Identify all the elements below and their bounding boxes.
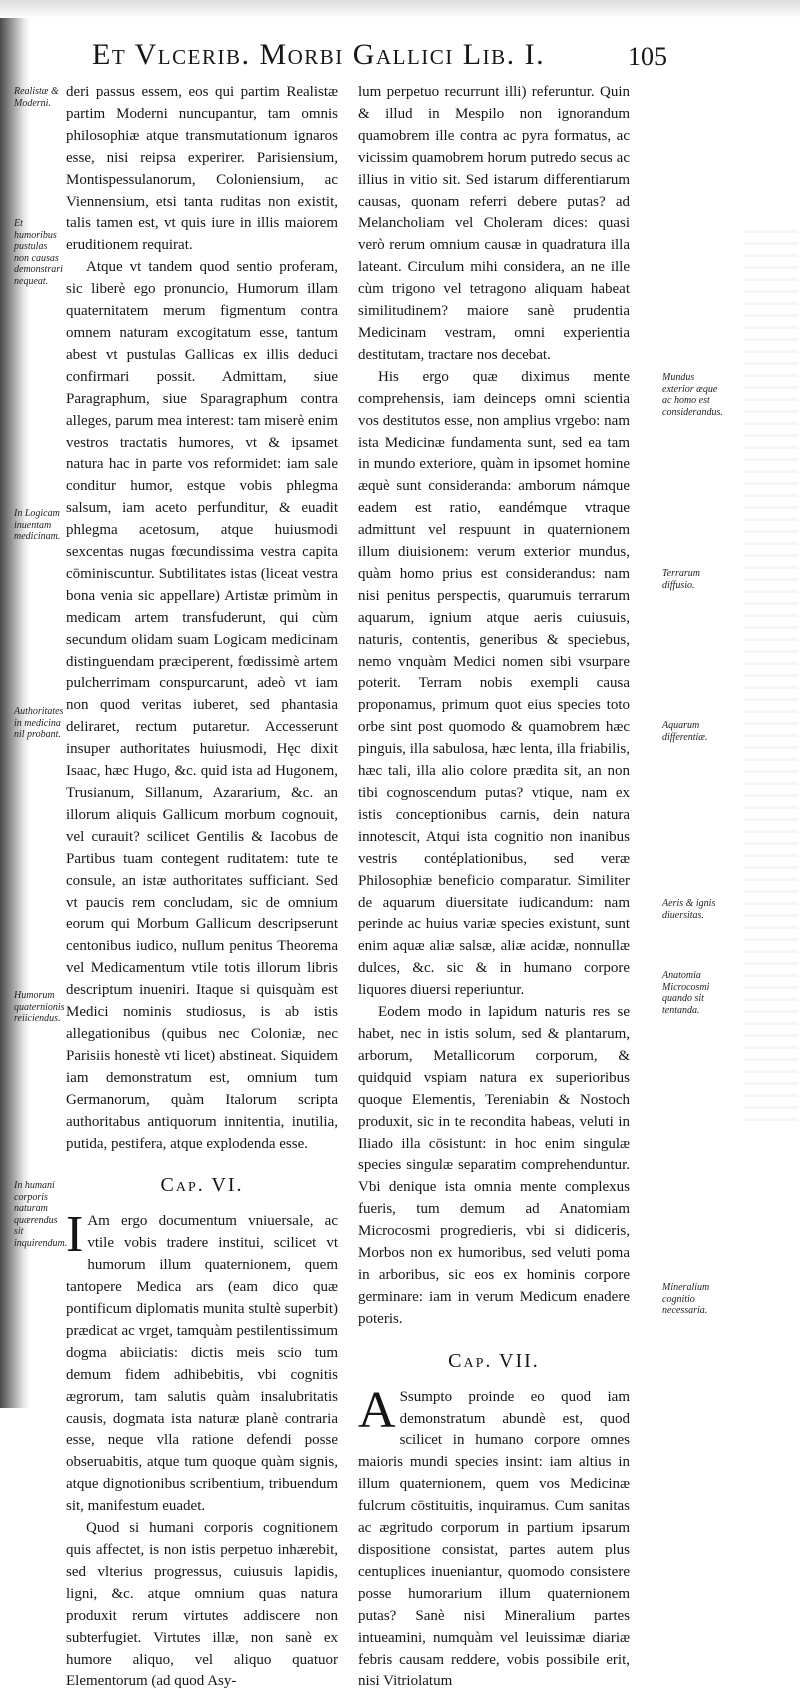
page-number: 105 xyxy=(628,42,667,71)
paragraph-text: Am ergo documentum vniuersale, ac vtile vobis tradere institui, scilicet vt humorum illum quaternionem, quem tantopere Medica ars (eam dico quæ pontificum diplomatis munita stultè superbit) prædicat ac vrget, tamquàm pestilentissimum dogma abiiciatis: dictis meis scio tum demum fidem adhibebitis, vbi cognitis ægrorum, tam salutis quàm insalubritatis causis, dogmata ista naturæ planè contraria esse, neque vlla ratione defendi posse obseruabitis, atque tum quoque quàm signis, atque dignotionibus scribentium, tribuendum sit, manifestum euadet. xyxy=(66,1213,338,1515)
paragraph: lum perpetuo recurrunt illi) referuntur. Quin & illud in Mespilo non ignorandum quamobrem ille contra ac pyra formatus, ac vicissim quamobrem horum putredo secus ac illius in vitio sit. Sed istarum differentiarum causas, quonam referri debere putas? ad Melancholiam vel Choleram dices: quasi verò rerum omnium causæ in quadratura illa lateant. Circulum mihi considera, an ne ille cùm trigono vel tetragono aliquam habeat similitudinem? maiore sanè prudentia Medicinam vestram, omni experientia destitutam, tractare nos decebat. xyxy=(358,84,630,363)
paragraph: deri passus essem, eos qui partim Realistæ partim Moderni nuncupantur, tam omnis philosophiæ atque transmutationum ignaros esse, nisi reipsa experirer. Parisiensium, Montispessulanorum, Coloniensium, ac Viennensium, etsi tanta ruditas non existit, talis tamen est, vt quis iure in illis maiorem eruditionem requirat. xyxy=(66,84,338,254)
paragraph: His ergo quæ diximus mente comprehensis, iam deinceps omni scientia vos destitutos esse, non amplius vrgebo: nam ista Medicinæ fundamenta sunt, sed ea tam in mundo exteriore, quàm in ipsomet homine æquè sunt consideranda: amborum námque eadem est ratio, eandémque vtraque admittunt vel respuunt in quaternionem illum diuisionem: verum exterior mundus, quàm homo prius est considerandus: nam nisi penitus perspectis, quarumuis terrarum aquarum, ignium atque aeris cuiusuis, naturis, contentis, generibus & speciebus, nemo vnquàm Medici nomen sibi vsurpare poterit. Terram nobis exempli causa proponamus, primum quot eius species toto orbe sint post quomodo & quamobrem hæc pinguis, illa sabulosa, hæc lenta, illa friabilis, hæc tali, illa alio colore prædita sit, an non tibi cognoscendum putas? vtique, nam ex istis conceptionibus carnis, dein natura innotescit, Atqui ista cognitio non inanibus vestris contéplationibus, sed veræ Philosophiæ beneficio comparatur. Similiter de aquarum diuersitate iudicandum: nam perinde ac huius variæ species existunt, sunt enim aquæ aliæ salsæ, aliæ acidæ, nonnullæ dulces, &c. sic & in humano corpore liquores diuersi reperiuntur. xyxy=(358,368,630,999)
paragraph: Eodem modo in lapidum naturis res se habet, nec in istis solum, sed & plantarum, arborum, Metallicorum corporum, & quidquid vspiam natura ex superioribus quoque Elementis, Tereniabin & Nostoch produxit, sic in te recondita habeas, veluti in Iliado illa cōsistunt: in hoc enim singulæ species singulæ separatim comprehenduntur. Vbi denique ista omnia mente complexus fueris, tum demum ad Anatomiam Microcosmi progredieris, vbi si didiceris, Morbos non ex humoribus, sed veluti poma in arboribus, sic eos ex hominis corpore germinare: iam in verum Medicum enadere poteris. xyxy=(358,1004,630,1327)
margin-note: Aeris & ignis diuersitas. xyxy=(662,898,716,921)
right-column xyxy=(358,82,630,1693)
margin-note: Et humoribus pustulas non causas demonstrari nequeat. xyxy=(14,218,63,287)
paragraph-text: Ssumpto proinde eo quod iam demonstratum abundè est, quod scilicet in humano corpore omnes maioris mundi species insint: iam altius in illum quaternionem, quem vos Medicinæ fulcrum cōstituitis, inquiramus. Cum sanitas ac ægritudo corporum in partium ipsarum dispositione consistat, partes autem plus centuplices inueniantur, quomodo consistere posse humorarium illum quaternionem putas? Sanè nisi Mineralium partes intueamini, numquàm vel leuissimæ diariæ febris causam reddere, vobis possibile erit, nisi Vitriolatum xyxy=(358,1388,630,1690)
drop-cap: I xyxy=(66,1206,84,1264)
margin-note: Anatomia Microcosmi quando sit tentanda. xyxy=(662,970,710,1016)
left-column xyxy=(66,82,338,1693)
margin-note: Aquarum differentiæ. xyxy=(662,720,708,743)
bleed-through-text xyxy=(744,230,798,1130)
chapter-heading: Cap. VII. xyxy=(448,1349,540,1372)
page-top-shadow xyxy=(0,0,800,18)
margin-note: In humani corporis naturam quærendus sit inquirendum. xyxy=(14,1180,68,1249)
chapter-heading: Cap. VI. xyxy=(160,1174,244,1197)
drop-cap: A xyxy=(358,1381,396,1439)
margin-note: Realistæ & Moderni. xyxy=(14,86,59,109)
margin-note: In Logicam inuentam medicinam. xyxy=(14,508,61,542)
margin-note: Mundus exterior æque ac homo est considerandus. xyxy=(662,372,723,418)
running-header: Et Vlcerib. Morbi Gallici Lib. I. xyxy=(92,38,546,71)
chapter-opening-paragraph xyxy=(66,1206,338,1518)
paragraph: Quod si humani corporis cognitionem quis affectet, is non istis perpetuo inhærebit, sed vlterius progressus, cuiusuis lapidis, ligni, &c. atque omnium quas natura produxit rerum virtutes addiscere non subterfugiet. Virtutes illæ, non sanè ex humore aliquo, vel aliquo quatuor Elementorum (ad quod Asy- xyxy=(66,1520,338,1690)
margin-note: Terrarum diffusio. xyxy=(662,568,700,591)
margin-note: Authoritates in medicina nil probant. xyxy=(14,706,64,740)
margin-note: Mineralium cognitio necessaria. xyxy=(662,1282,710,1316)
margin-note: Humorum quaternionis reiiciendus. xyxy=(14,990,65,1024)
chapter-opening-paragraph xyxy=(358,1381,630,1693)
paragraph: Atque vt tandem quod sentio proferam, sic liberè ego pronuncio, Humorum illam quaternitatem merum figmentum contra omnem naturam excogitatum esse, tantum abest vt pustulas Gallicas ex illis deduci confirmari possit. Admittam, siue Paragraphum, siue Sparagraphum contra alleges, parum mea interest: tam miserè enim vestros tractatis humores, vt & ipsamet natura hac in parte vos reformidet: iam sale conditur humor, estque vobis phlegma salsum, iam aceto perfunditur, & euadit phlegma acetosum, atque huiusmodi sexcentas nugas fœcundissima vestra capita cōminiscuntur. Subtilitates istas (liceat vestra bona venia sic appellare) Artistæ primùm in medicam artem transfuderunt, qui cùm secundum olidam suam Logicam medicinam distinguendam præciperent, fœdissimè artem pulcherrimam conspurcarunt, adeò vt iam non quod veritas iuberet, sed phantasia deliraret, rectum putaretur. Accesserunt insuper authoritates huiusmodi, Hęc dixit Isaac, hæc Hugo, &c. quid ista ad Hugonem, Trusianum, Sillanum, Azararium, &c. an illorum aliquis Gallicum morbum cognouit, vel curauit? scilicet Gentilis & Iacobus de Partibus tuam contegent ruditatem: tute te consule, an istæ authoritates sufficiant. Sed vt paucis rem concludam, sic de omnium eorum qui Morbum Gallicum descripserunt centonibus iudico, nullum penitus Theorema vel Medicamentum vtile totis illorum libris descriptum inueniri. Itaque si quisquàm est Medici nominis studiosus, is ab istis allegationibus (quibus nec Coloniæ, nec Parisiis honestè vti licet) abstineat. Siquidem iam demonstratum est, omnium tum Germanorum, quàm Italorum scripta authoritabus antiquorum innitentia, inutilia, putida, pestifera, atque explodenda esse. xyxy=(66,259,338,1152)
